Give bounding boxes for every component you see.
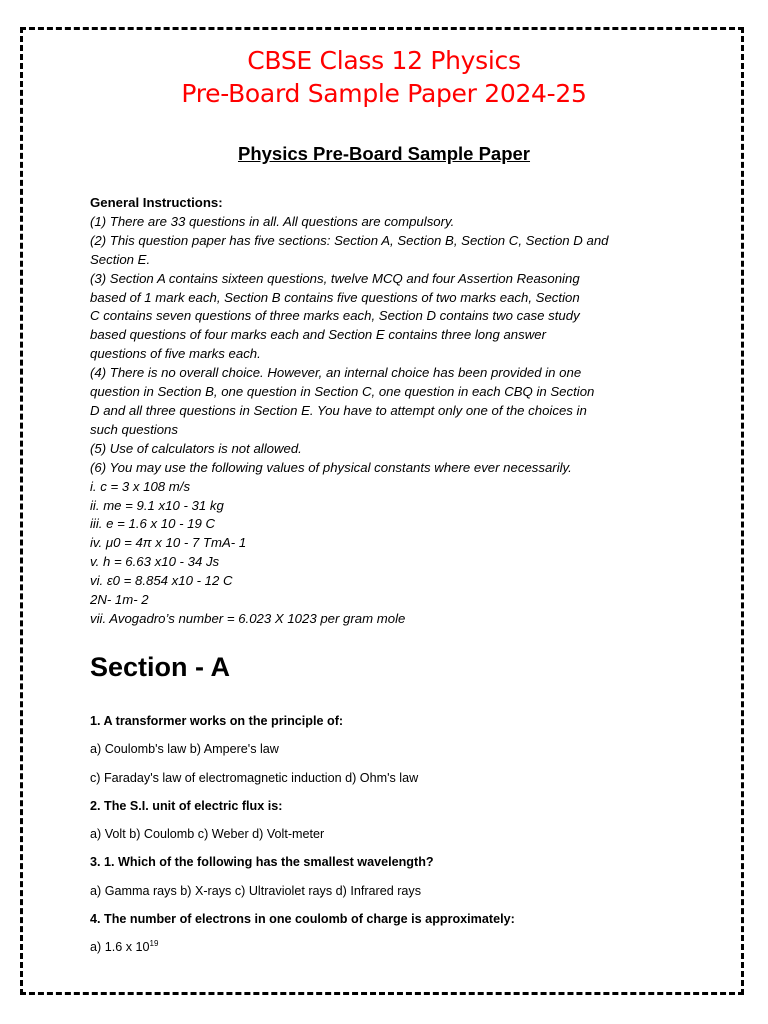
page-title-line-1: CBSE Class 12 Physics [247, 46, 521, 75]
question-4: 4. The number of electrons in one coulomb of charge is approximately: [90, 912, 515, 926]
instruction-line: (5) Use of calculators is not allowed. [90, 440, 302, 456]
constant-line: vii. Avogadro’s number = 6.023 X 1023 per gram mole [90, 610, 406, 626]
instruction-line: based of 1 mark each, Section B contains five questions of two marks each, Section [90, 289, 580, 305]
instruction-line: (1) There are 33 questions in all. All questions are compulsory. [90, 213, 455, 229]
constant-line: i. c = 3 x 108 m/s [90, 478, 191, 494]
instruction-line: D and all three questions in Section E. You have to attempt only one of the choices in [90, 402, 587, 418]
option-a-exponent: 19 [149, 938, 159, 948]
question-1-options-c-d: c) Faraday's law of electromagnetic induction d) Ohm's law [90, 771, 419, 785]
constant-line: iv. μ0 = 4π x 10 - 7 TmA- 1 [90, 535, 247, 551]
instruction-line: (6) You may use the following values of physical constants where ever necessarily. [90, 459, 572, 475]
instruction-line: based questions of four marks each and Section E contains three long answer [90, 327, 546, 343]
instruction-line: Section E. [90, 251, 151, 267]
question-2-options: a) Volt b) Coulomb c) Weber d) Volt-meter [90, 827, 325, 841]
constant-line: 2N- 1m- 2 [90, 592, 149, 608]
constant-line: v. h = 6.63 x10 - 34 Js [90, 554, 220, 570]
page-title-line-2: Pre-Board Sample Paper 2024-25 [181, 79, 587, 108]
question-3-options: a) Gamma rays b) X-rays c) Ultraviolet rays d) Infrared rays [90, 884, 422, 898]
constant-line: ii. me = 9.1 x10 - 31 kg [90, 497, 224, 513]
constant-line: vi. ε0 = 8.854 x10 - 12 C [90, 573, 233, 589]
instruction-line: such questions [90, 421, 178, 437]
general-instructions [90, 194, 650, 629]
question-1-options-a-b: a) Coulomb's law b) Ampere's law [90, 742, 279, 756]
question-1: 1. A transformer works on the principle of: [90, 714, 344, 728]
question-2: 2. The S.I. unit of electric flux is: [90, 799, 283, 813]
instruction-line: C contains seven questions of three marks each, Section D contains two case study [90, 308, 580, 324]
section-a-heading: Section - A [90, 652, 231, 682]
paper-subtitle: Physics Pre-Board Sample Paper [237, 143, 531, 164]
option-a-base: a) 1.6 x 10 [90, 940, 150, 954]
instruction-line: (3) Section A contains sixteen questions, twelve MCQ and four Assertion Reasoning [90, 270, 580, 286]
instruction-line: (2) This question paper has five sections: Section A, Section B, Section C, Section D and [90, 232, 609, 248]
instruction-line: questions of five marks each. [90, 346, 261, 362]
constant-line: iii. e = 1.6 x 10 - 19 C [90, 516, 215, 532]
question-4-option-a [90, 940, 158, 954]
instruction-line: question in Section B, one question in Section C, one question in each CBQ in Section [90, 384, 595, 400]
instruction-line: (4) There is no overall choice. However, an internal choice has been provided in one [90, 365, 582, 381]
question-3: 3. 1. Which of the following has the smallest wavelength? [90, 855, 434, 869]
instructions-heading: General Instructions: [90, 195, 223, 210]
